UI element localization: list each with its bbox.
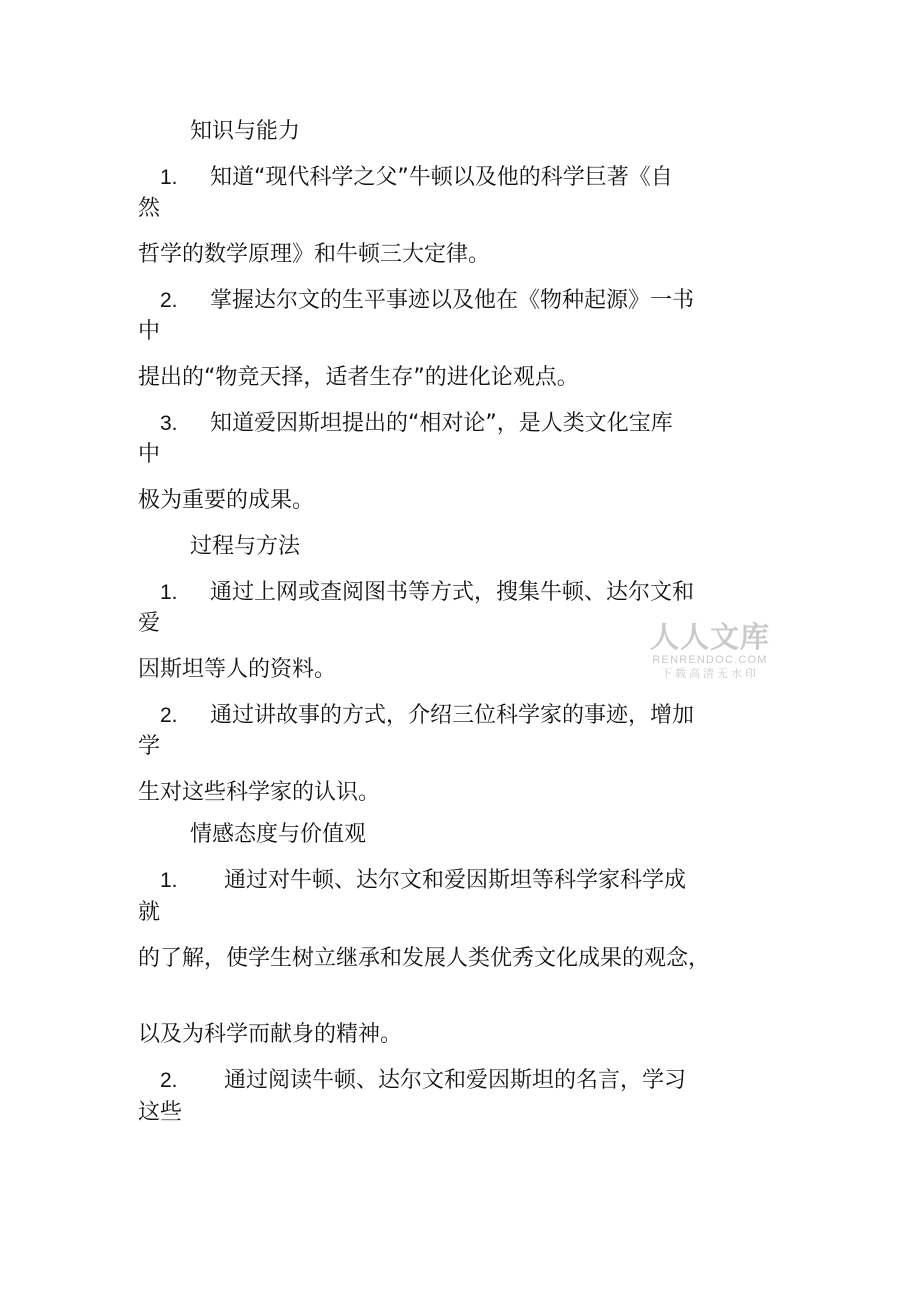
section-heading-knowledge: 知识与能力 (190, 119, 301, 144)
list-item-number: 1. (160, 869, 178, 892)
list-item-number: 1. (160, 166, 178, 189)
list-item-number: 2. (160, 289, 178, 312)
list-item-wrap: 然 (138, 196, 161, 221)
list-item-wrap: 就 (138, 900, 161, 925)
list-item-text: 通过讲故事的方式，介绍三位科学家的事迹，增加 (210, 703, 695, 728)
list-item-text: 通过阅读牛顿、达尔文和爱因斯坦的名言，学习 (224, 1068, 687, 1093)
list-item-text: 通过对牛顿、达尔文和爱因斯坦等科学家科学成 (224, 868, 687, 893)
list-item-text: 掌握达尔文的生平事迹以及他在《物种起源》一书 (210, 288, 695, 313)
watermark-title: 人人文库 (649, 620, 770, 654)
list-item-continuation: 生对这些科学家的认识。 (138, 780, 381, 805)
list-item-continuation: 极为重要的成果。 (138, 488, 315, 513)
watermark-slogan: 下载高清无水印 (661, 667, 759, 680)
watermark-domain: RENRENDOC.COM (652, 654, 768, 666)
section-heading-values: 情感态度与价值观 (190, 822, 367, 847)
list-item-wrap: 中 (138, 319, 161, 344)
list-item-number: 2. (160, 704, 178, 727)
list-item-wrap: 这些 (138, 1100, 183, 1125)
watermark-logo (646, 620, 774, 681)
list-item-wrap: 爱 (138, 611, 161, 636)
list-item-wrap: 学 (138, 734, 161, 759)
list-item-number: 3. (160, 412, 178, 435)
list-item-continuation: 因斯坦等人的资料。 (138, 657, 337, 682)
list-item-continuation: 提出的“物竞天择，适者生存”的进化论观点。 (138, 365, 579, 390)
list-item-text: 知道“现代科学之父”牛顿以及他的科学巨著《自 (210, 165, 673, 190)
list-item-number: 1. (160, 581, 178, 604)
list-item-continuation: 以及为科学而献身的精神。 (138, 1022, 403, 1047)
section-heading-process: 过程与方法 (190, 534, 301, 559)
list-item-number: 2. (160, 1069, 178, 1092)
list-item-continuation: 的了解，使学生树立继承和发展人类优秀文化成果的观念， (138, 946, 711, 971)
list-item-text: 通过上网或查阅图书等方式，搜集牛顿、达尔文和 (210, 580, 695, 605)
list-item-wrap: 中 (138, 442, 161, 467)
list-item-text: 知道爱因斯坦提出的“相对论”，是人类文化宝库 (210, 411, 673, 436)
list-item-continuation: 哲学的数学原理》和牛顿三大定律。 (138, 242, 491, 267)
